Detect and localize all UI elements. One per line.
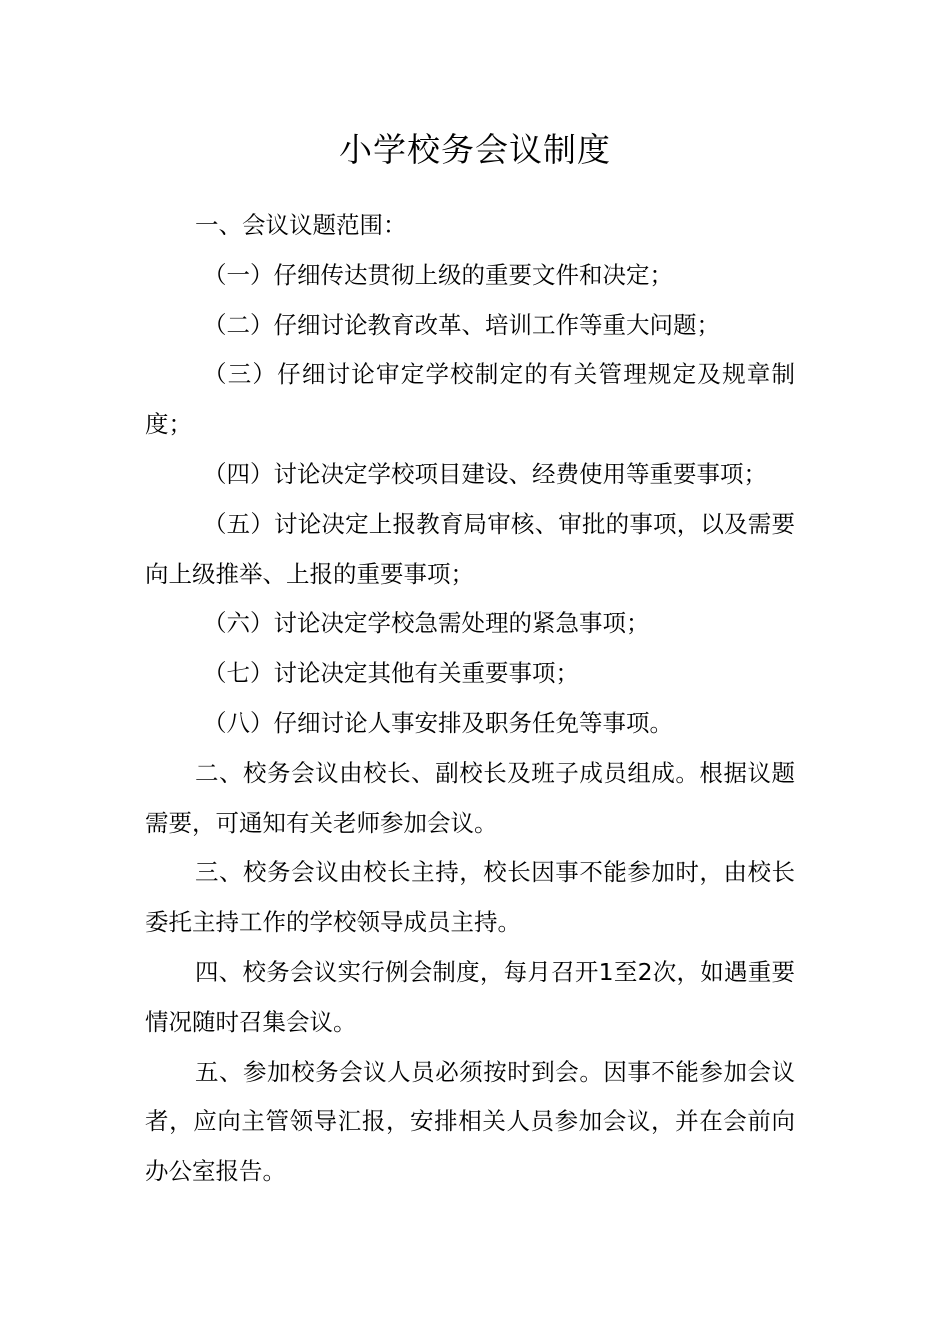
section-1-item-3: （三）仔细讨论审定学校制定的有关管理规定及规章制度； [145,360,795,439]
section-1-item-8: （八）仔细讨论人事安排及职务任免等事项。 [203,708,673,737]
section-2-paragraph: 二、校务会议由校长、副校长及班子成员组成。根据议题需要，可通知有关老师参加会议。 [145,758,795,837]
section-1-item-6: （六）讨论决定学校急需处理的紧急事项； [203,609,650,638]
document-body [145,201,795,1197]
section-5-paragraph: 五、参加校务会议人员必须按时到会。因事不能参加会议者，应向主管领导汇报，安排相关人员参加会议，并在会前向办公室报告。 [145,1057,795,1186]
section-1-item-4: （四）讨论决定学校项目建设、经费使用等重要事项； [203,459,767,488]
section-3-paragraph: 三、校务会议由校长主持，校长因事不能参加时，由校长委托主持工作的学校领导成员主持。 [145,858,795,937]
document-title: 小学校务会议制度 [339,130,611,169]
section-1-item-7: （七）讨论决定其他有关重要事项； [203,659,579,688]
section-1-heading: 一、会议议题范围： [195,211,407,239]
section-4-paragraph: 四、校务会议实行例会制度，每月召开1至2次，如遇重要情况随时召集会议。 [145,957,795,1036]
section-1-item-2: （二）仔细讨论教育改革、培训工作等重大问题； [203,310,720,339]
section-1-item-5: （五）讨论决定上报教育局审核、审批的事项，以及需要向上级推举、上报的重要事项； [145,509,795,588]
section-1-item-1: （一）仔细传达贯彻上级的重要文件和决定； [203,260,673,289]
